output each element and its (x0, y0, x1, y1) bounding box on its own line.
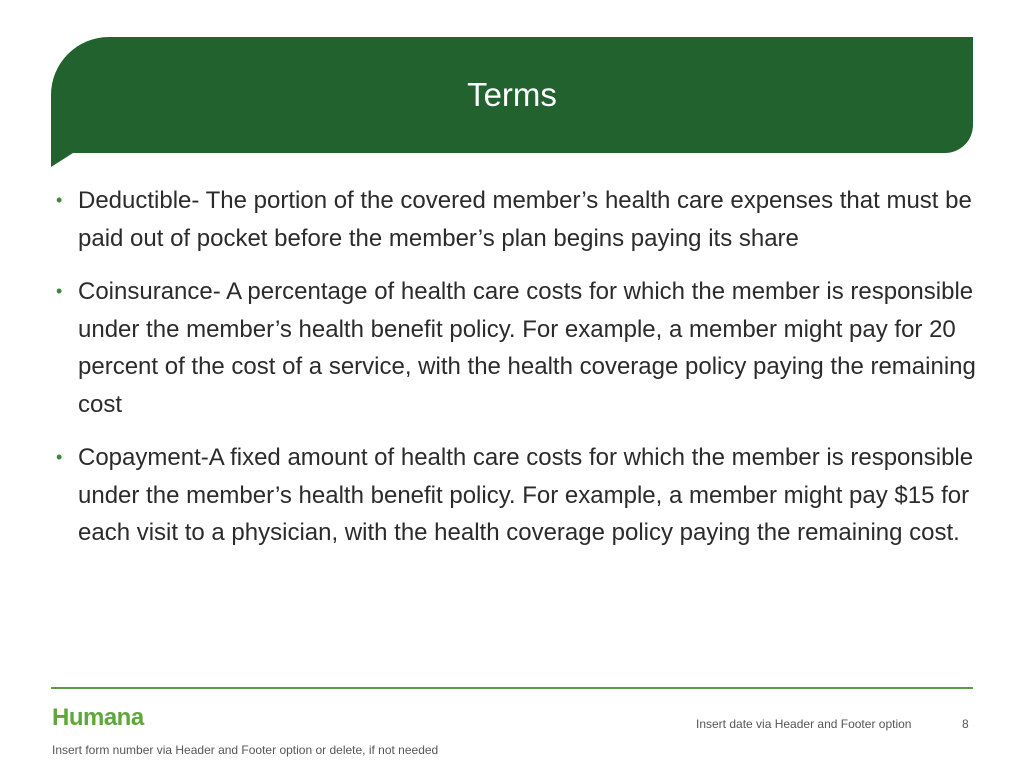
page-number: 8 (962, 717, 969, 731)
bullet-text: Copayment-A fixed amount of health care costs for which the member is responsible under the member’s health benefit policy. For example, a member might pay $15 for each visit to a physician, with the health coverage policy paying the remaining cost. (78, 444, 974, 546)
bullet-deductible (56, 182, 976, 257)
title-banner (51, 37, 973, 153)
bullet-icon: • (56, 190, 63, 210)
bullet-coinsurance (56, 273, 976, 423)
bullet-list (56, 182, 976, 568)
bullet-icon: • (56, 447, 63, 467)
footer-date: Insert date via Header and Footer option (696, 717, 912, 731)
slide-title: Terms (467, 76, 557, 113)
bullet-icon: • (56, 281, 63, 301)
humana-logo: Humana (52, 704, 144, 731)
footer-form-number: Insert form number via Header and Footer option or delete, if not needed (52, 743, 439, 757)
bullet-text: Coinsurance- A percentage of health care costs for which the member is responsible under the member’s health benefit policy. For example, a member might pay for 20 percent of the cost of a service, with the health coverage policy paying the remaining cost (78, 278, 976, 418)
footer-divider (51, 687, 973, 689)
bullet-text: Deductible- The portion of the covered member’s health care expenses that must be paid out of pocket before the member’s plan begins paying its share (78, 187, 972, 252)
bullet-copayment (56, 439, 976, 552)
banner-notch (51, 153, 73, 167)
